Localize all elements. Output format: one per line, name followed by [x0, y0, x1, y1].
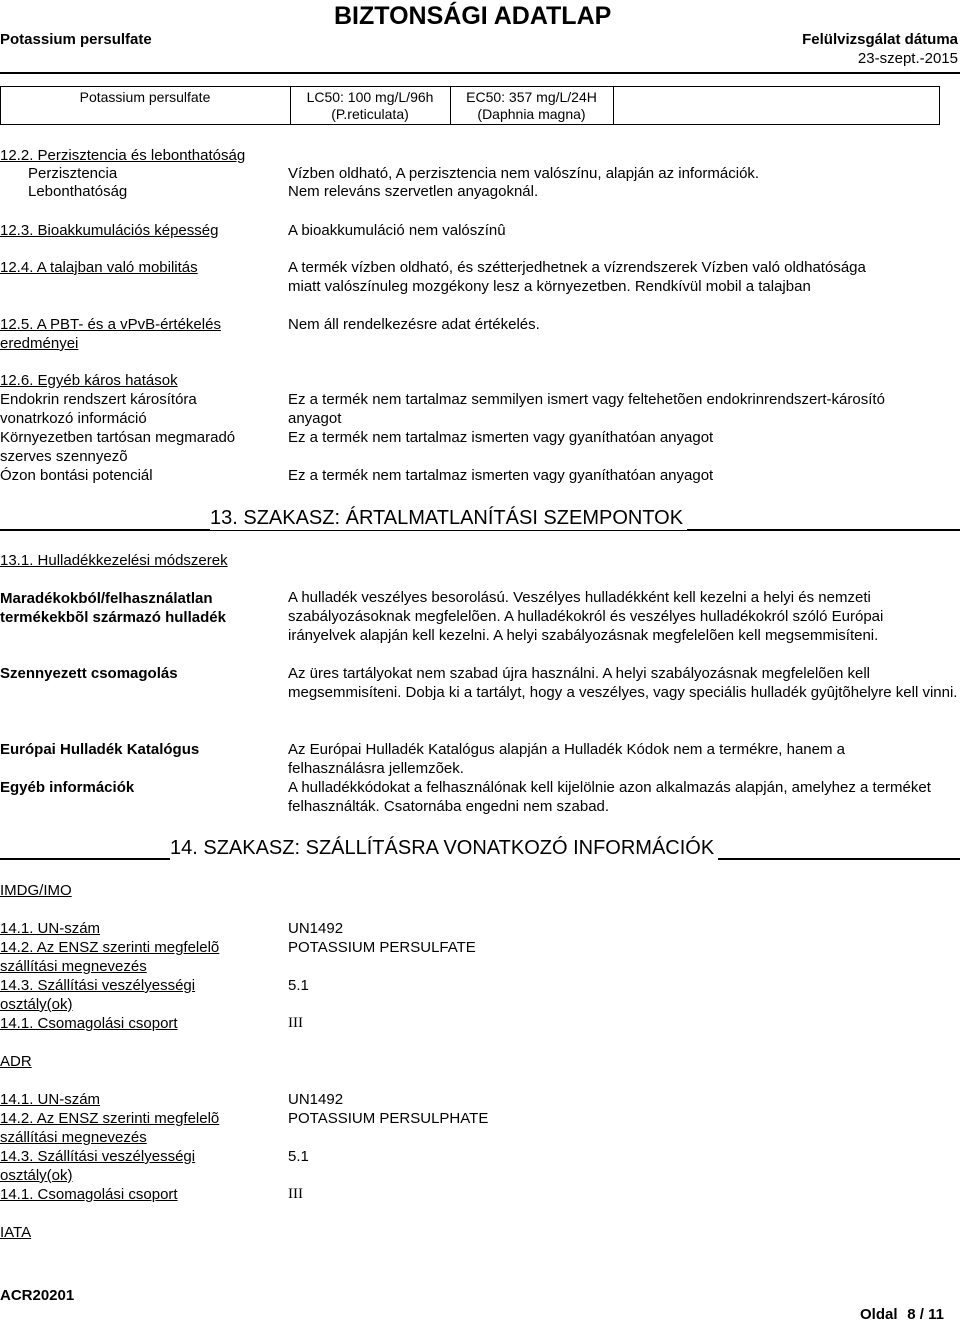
residue-waste-label-cont: termékekbõl származó hulladék: [0, 609, 226, 626]
imdg-un-value: UN1492: [288, 920, 344, 937]
mobility-text-2: miatt valószínuleg mozgékony lesz a környezetben. Rendkívül mobil a talajban: [288, 278, 811, 295]
mobility-text-1: A termék vízben oldható, és szétterjedhetnek a vízrendszerek Vízben való oldhatósága: [288, 259, 866, 276]
degradability-label: Lebonthatóság: [28, 183, 128, 200]
ewc-text: Az Európai Hulladék Katalógus alapján a Hulladék Kódok nem a termékre, hanem a felhasználásra jellemzõek.: [288, 741, 845, 777]
table-substance: Potassium persulfate: [79, 89, 211, 105]
section-14-banner: 14. SZAKASZ: SZÁLLÍTÁSRA VONATKOZÓ INFORMÁCIÓK: [170, 836, 718, 860]
pop-label: Környezetben tartósan megmaradó: [0, 429, 236, 446]
iata-title: IATA: [0, 1224, 32, 1241]
degradability-text: Nem releváns szervetlen anyagoknál.: [288, 183, 539, 200]
adr-class-label-cont: osztály(ok): [0, 1167, 73, 1184]
footer-page-label: Oldal: [860, 1306, 898, 1323]
adr-name-value: POTASSIUM PERSULPHATE: [288, 1110, 489, 1127]
adr-name-label-cont: szállítási megnevezés: [0, 1129, 147, 1146]
imdg-packing-group-value: III: [288, 1015, 303, 1031]
header-divider: [0, 72, 960, 74]
imdg-class-value: 5.1: [288, 977, 309, 994]
imdg-name-value: POTASSIUM PERSULFATE: [288, 939, 476, 956]
adr-packing-group-value: III: [288, 1186, 303, 1202]
footer-page-value: 8 / 11: [907, 1306, 944, 1323]
residue-waste-label: Maradékokból/felhasználatlan: [0, 590, 213, 607]
adr-title: ADR: [0, 1053, 32, 1070]
section-12-3-heading: 12.3. Bioakkumulációs képesség: [0, 222, 219, 239]
imdg-class-label: 14.3. Szállítási veszélyességi: [0, 977, 196, 994]
revision-date: 23-szept.-2015: [857, 50, 958, 67]
endocrine-label: Endokrin rendszert károsítóra: [0, 391, 197, 408]
imdg-name-label: 14.2. Az ENSZ szerinti megfelelõ: [0, 939, 220, 956]
section-12-6-heading: 12.6. Egyéb káros hatások: [0, 372, 178, 389]
ewc-label: Európai Hulladék Katalógus: [0, 741, 200, 758]
adr-packing-group-label: 14.1. Csomagolási csoport: [0, 1186, 178, 1203]
section-12-2-heading: 12.2. Perzisztencia és lebonthatóság: [0, 147, 246, 164]
section-13-banner: 13. SZAKASZ: ÁRTALMATLANÍTÁSI SZEMPONTOK: [210, 506, 687, 530]
bioaccumulation-text: A bioakkumuláció nem valószínû: [288, 222, 506, 239]
document-title: BIZTONSÁGI ADATLAP: [334, 2, 612, 30]
contaminated-packaging-label: Szennyezett csomagolás: [0, 665, 178, 682]
adr-class-label: 14.3. Szállítási veszélyességi: [0, 1148, 196, 1165]
residue-waste-text: A hulladék veszélyes besorolású. Veszélyes hulladékként kell kezelni a helyi és nemzeti szabályozásoknak megfelelõen. A hulladékokról és veszélyes hulladékokról szóló Európai irányelvek alapján kell kezelni. A helyi szabályozásnak megfelelõen kell megsemmisíteni.: [288, 589, 884, 644]
ozone-label: Ózon bontási potenciál: [0, 467, 153, 484]
adr-name-label: 14.2. Az ENSZ szerinti megfelelõ: [0, 1110, 220, 1127]
other-info-label: Egyéb információk: [0, 779, 135, 796]
imdg-name-label-cont: szállítási megnevezés: [0, 958, 147, 975]
adr-un-label: 14.1. UN-szám: [0, 1091, 101, 1108]
contaminated-packaging-text: Az üres tartályokat nem szabad újra használni. A helyi szabályozásnak megfelelõen kell megsemmisíteni. Dobja ki a tartályt, hogy a veszélyes, vagy speciális hulladék gyûjtõhelyre kell vinni.: [288, 665, 958, 701]
section-13-1-heading: 13.1. Hulladékkezelési módszerek: [0, 552, 228, 569]
endocrine-text: Ez a termék nem tartalmaz semmilyen ismert vagy feltehetõen endokrinrendszert-károsító: [288, 391, 885, 408]
adr-un-value: UN1492: [288, 1091, 344, 1108]
section-12-5-heading-cont: eredményei: [0, 335, 79, 352]
other-info-text: A hulladékkódokat a felhasználónak kell kijelölnie azon alkalmazás alapján, amelyhez a terméket felhasználták. Csatornába engedni nem szabad.: [288, 779, 931, 815]
footer-code: ACR20201: [0, 1287, 75, 1304]
section-12-4-heading: 12.4. A talajban való mobilitás: [0, 259, 198, 276]
persistence-label: Perzisztencia: [28, 165, 118, 182]
ozone-text: Ez a termék nem tartalmaz ismerten vagy gyaníthatóan anyagot: [288, 467, 714, 484]
pop-label-cont: szerves szennyezõ: [0, 448, 128, 465]
table-ec50-species: (Daphnia magna): [477, 106, 586, 122]
endocrine-text-cont: anyagot: [288, 410, 342, 427]
pbt-text: Nem áll rendelkezésre adat értékelés.: [288, 316, 540, 333]
table-lc50-species: (P.reticulata): [331, 106, 409, 122]
imdg-class-label-cont: osztály(ok): [0, 996, 73, 1013]
revision-label: Felülvizsgálat dátuma: [802, 31, 958, 48]
table-lc50: LC50: 100 mg/L/96h: [306, 89, 434, 105]
persistence-text: Vízben oldható, A perzisztencia nem valószínu, alapján az információk.: [288, 165, 760, 182]
pop-text: Ez a termék nem tartalmaz ismerten vagy gyaníthatóan anyagot: [288, 429, 714, 446]
table-ec50: EC50: 357 mg/L/24H: [466, 89, 597, 105]
imdg-title: IMDG/IMO: [0, 882, 72, 899]
imdg-un-label: 14.1. UN-szám: [0, 920, 101, 937]
endocrine-label-cont: vonatrkozó információ: [0, 410, 147, 427]
adr-class-value: 5.1: [288, 1148, 309, 1165]
product-name: Potassium persulfate: [0, 31, 152, 48]
imdg-packing-group-label: 14.1. Csomagolási csoport: [0, 1015, 178, 1032]
section-12-5-heading: 12.5. A PBT- és a vPvB-értékelés: [0, 316, 221, 333]
